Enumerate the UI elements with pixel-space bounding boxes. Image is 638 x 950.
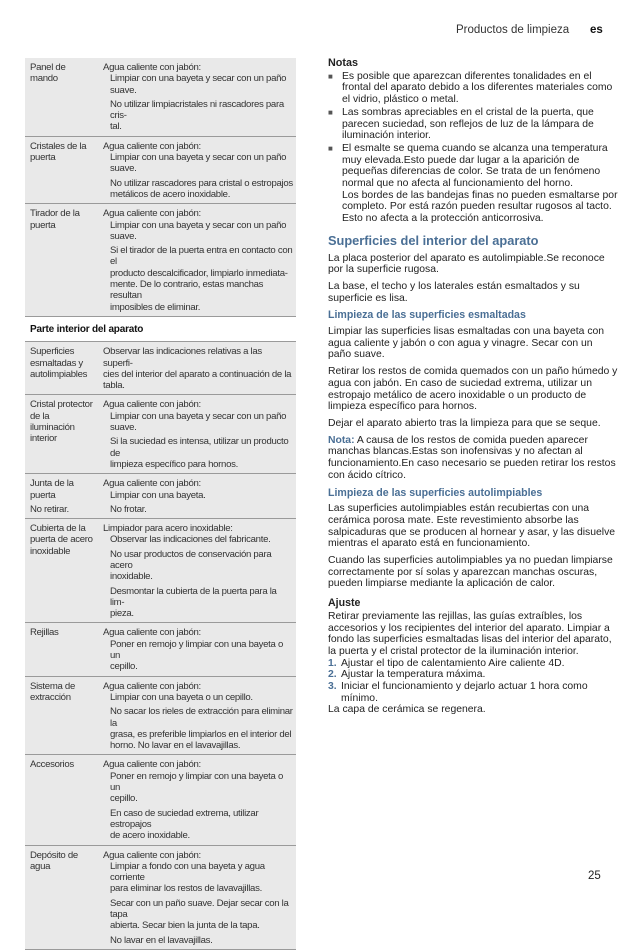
note-text: El esmalte se quema cuando se alcanza una temperatura muy elevada.Esto puede dar lugar a la aparición de pequeñas diferencias de color. Se trata de un fenómeno normal que no afecta al funcionamiento del horno. Los bordes de las bandejas finas no pueden esmaltarse por completo. Por está razón pueden resultar rugosos al tacto. Esto no afecta a la protección anticorrosiva.: [342, 142, 618, 225]
row-label-line: interior: [30, 433, 57, 445]
instruction-line: mente. De lo contrario, estas manchas resultan: [110, 279, 264, 302]
instruction-line: No frotar.: [110, 503, 147, 515]
row-label-line: Superficies: [30, 346, 75, 358]
settings-heading: Ajuste: [328, 597, 361, 610]
row-label-line: puerta: [30, 152, 56, 164]
table-row: [25, 395, 296, 474]
bullet-square-icon: ■: [328, 143, 333, 153]
instruction-line: Agua caliente con jabón:: [103, 62, 201, 73]
row-label-line: Tirador de la: [30, 208, 80, 220]
instruction-line: Agua caliente con jabón:: [103, 680, 201, 692]
notes-title: Notas: [328, 57, 358, 69]
instruction-line: Agua caliente con jabón:: [103, 759, 201, 771]
instruction-line: Observar las indicaciones del fabricante.: [110, 534, 271, 546]
row-instructions: [95, 474, 296, 518]
instruction-line: Desmontar la cubierta de la puerta para la lim-: [110, 585, 277, 608]
instruction-line: Agua caliente con jabón:: [103, 399, 201, 411]
instruction-line: suave.: [110, 163, 137, 175]
paragraph: Retirar previamente las rejillas, las guías extraíbles, los accesorios y los recipientes del interior del aparato. Limpiar a fondo las superficies esmaltadas lisas del interior del aparato, la puerta y el cristal protector de la iluminación interior.: [328, 610, 612, 657]
row-label-line: Cristales de la: [30, 140, 87, 152]
step-number: 3.: [328, 681, 337, 693]
table-row: [25, 755, 296, 845]
instruction-line: para eliminar los restos de lavavajillas.: [110, 883, 262, 895]
step-text: Iniciar el funcionamiento y dejarlo actuar 1 hora como mínimo.: [341, 681, 588, 704]
note-item: [328, 143, 618, 225]
table-row: [25, 474, 296, 519]
notes-list: [328, 71, 618, 225]
note-item: [328, 107, 618, 142]
subsection-heading: Limpieza de las superficies esmaltadas: [328, 309, 526, 322]
row-label-line: extracción: [30, 691, 71, 703]
instruction-line: Limpiar con una bayeta y secar con un paño: [110, 410, 287, 422]
header-title: Productos de limpieza: [456, 24, 570, 36]
instruction-line: Limpiador para acero inoxidable:: [103, 523, 233, 535]
row-instructions: [95, 204, 296, 316]
row-label-line: Panel de mando: [30, 62, 66, 85]
row-instructions: [95, 519, 296, 622]
row-label: [25, 623, 95, 675]
instruction-line: abierta. Secar bien la junta de la tapa.: [110, 920, 260, 932]
subsection-heading: Limpieza de las superficies autolimpiables: [328, 486, 543, 499]
table-row: [25, 623, 296, 676]
table-row: [25, 519, 296, 623]
paragraph: La placa posterior del aparato es autolimpiable.Se reconoce por la superficie rugosa.: [328, 252, 605, 276]
step-text: Ajustar la temperatura máxima.: [341, 669, 486, 681]
note-item: [328, 71, 618, 106]
row-label-line: Sistema de: [30, 680, 75, 692]
instruction-line: limpieza específico para hornos.: [110, 458, 238, 470]
row-label: [25, 474, 95, 518]
paragraph: La capa de cerámica se regenera.: [328, 704, 486, 716]
row-label: [25, 137, 95, 203]
instruction-line: No utilizar limpiacristales ni rascadores para cris-: [110, 98, 284, 122]
row-instructions: [95, 58, 296, 136]
instruction-line: cies del interior del aparato a continuación de la: [103, 368, 292, 380]
instruction-line: Poner en remojo y limpiar con una bayeta o un: [110, 770, 283, 794]
instruction-line: metálicos de acero inoxidable.: [110, 188, 231, 200]
instruction-line: Poner en remojo y limpiar con una bayeta o un: [110, 638, 283, 662]
table-row: [25, 204, 296, 317]
page-number: 25: [588, 870, 601, 882]
row-instructions: [95, 677, 296, 755]
row-instructions: [95, 846, 296, 949]
paragraph: Limpiar las superficies lisas esmaltadas con una bayeta con agua caliente y jabón o con agua y vinagre. Secar con un paño suave.: [328, 326, 605, 361]
instruction-line: cepillo.: [110, 661, 138, 673]
paragraph: Retirar los restos de comida quemados con un paño húmedo y agua con jabón. En caso de suciedad extrema, utilizar un estropajo metálico de acero inoxidable o un producto de limpieza específico para hornos.: [328, 366, 618, 413]
note-paragraph: [328, 435, 618, 482]
row-label-line: puerta de acero: [30, 534, 93, 546]
row-label: [25, 755, 95, 844]
row-label-line: puerta: [30, 219, 56, 231]
note-label: Nota:: [328, 434, 355, 446]
instruction-line: pieza.: [110, 608, 134, 620]
instruction-line: cepillo.: [110, 793, 138, 805]
instruction-line: suave.: [110, 84, 137, 96]
step-number: 2.: [328, 669, 337, 681]
instruction-line: de acero inoxidable.: [110, 830, 190, 842]
row-label-line: esmaltadas y: [30, 357, 83, 369]
row-label-line: autolimpiables: [30, 368, 88, 380]
table-row: [25, 137, 296, 204]
note-text: A causa de los restos de comida pueden aparecer manchas blancas.Estas son inofensivas y no afectan al funcionamiento.En caso necesario se pueden retirar los restos con ácido cítrico.: [328, 434, 616, 481]
row-label: [25, 204, 95, 316]
step-text: Ajustar el tipo de calentamiento Aire caliente 4D.: [341, 657, 565, 669]
instruction-line: Limpiar con una bayeta y secar con un paño: [110, 219, 287, 231]
steps-list: [328, 658, 618, 705]
instruction-line: suave.: [110, 230, 137, 242]
right-column: [328, 58, 618, 721]
cleaning-table: [25, 58, 296, 950]
header-language: es: [590, 24, 603, 36]
paragraph: La base, el techo y los laterales están esmaltados y su superficie es lisa.: [328, 280, 580, 304]
instruction-line: Agua caliente con jabón:: [103, 478, 201, 490]
instruction-line: En caso de suciedad extrema, utilizar estropajos: [110, 807, 259, 830]
row-label-line: Rejillas: [30, 627, 59, 639]
step-item: [328, 658, 618, 670]
bullet-square-icon: ■: [328, 71, 333, 81]
instruction-line: suave.: [110, 422, 137, 434]
paragraph: Las superficies autolimpiables están recubiertas con una cerámica porosa mate. Este revestimiento absorbe las salpicaduras que se producen al hornear y asar, y las disuelve mientras el aparato está en funcionamiento.: [328, 503, 616, 550]
table-row: [25, 58, 296, 137]
table-row: [25, 342, 296, 395]
instruction-line: Limpiar a fondo con una bayeta y agua corriente: [110, 860, 265, 884]
row-label-line: Accesorios: [30, 759, 74, 771]
row-label-line: Junta de la puerta: [30, 478, 74, 501]
instruction-line: Agua caliente con jabón:: [103, 140, 201, 152]
row-label-line: Cubierta de la: [30, 523, 86, 535]
instruction-line: producto descalcificador, limpiarlo inmediata-: [110, 267, 288, 279]
instruction-line: No sacar los rieles de extracción para eliminar la: [110, 706, 293, 729]
instruction-line: horno. No lavar en el lavavajillas.: [110, 740, 241, 752]
instruction-line: No utilizar rascadores para cristal o estropajos: [110, 177, 293, 189]
row-label-line: de la iluminación: [30, 410, 75, 434]
table-section-title: Parte interior del aparato: [25, 317, 296, 342]
instruction-line: grasa, es preferible limpiarlos en el interior del: [110, 728, 292, 740]
instruction-line: Limpiar con una bayeta y secar con un paño: [110, 152, 287, 164]
instruction-line: Agua caliente con jabón:: [103, 627, 201, 639]
step-item: [328, 669, 618, 681]
instruction-line: Si la suciedad es intensa, utilizar un producto de: [110, 436, 289, 459]
instruction-line: inoxidable.: [110, 571, 153, 583]
section-heading: Superficies del interior del aparato: [328, 232, 539, 248]
bullet-square-icon: ■: [328, 107, 333, 117]
instruction-line: Si el tirador de la puerta entra en contacto con el: [110, 245, 293, 268]
paragraph: Dejar el aparato abierto tras la limpieza para que se seque.: [328, 417, 601, 429]
instruction-line: Agua caliente con jabón:: [103, 849, 201, 861]
instruction-line: tabla.: [103, 380, 125, 392]
row-label: [25, 677, 95, 755]
instruction-line: imposibles de eliminar.: [110, 301, 201, 313]
row-label: [25, 846, 95, 949]
row-label-line: Depósito de agua: [30, 849, 78, 872]
row-instructions: [95, 137, 296, 203]
instruction-line: Observar las indicaciones relativas a las superfi-: [103, 346, 262, 369]
instruction-line: No lavar en el lavavajillas.: [110, 934, 213, 946]
row-instructions: [95, 623, 296, 675]
row-instructions: [95, 342, 296, 394]
instruction-line: tal.: [110, 121, 122, 133]
row-label: [25, 58, 95, 136]
instruction-line: No usar productos de conservación para acero: [110, 548, 272, 571]
row-label-line: Cristal protector: [30, 399, 93, 411]
paragraph: Cuando las superficies autolimpiables ya no puedan limpiarse correctamente por sí solas y aparezcan manchas oscuras, pueden limpiarse mediante la aplicación de calor.: [328, 555, 613, 590]
instruction-line: Agua caliente con jabón:: [103, 208, 201, 220]
note-text: Es posible que aparezcan diferentes tonalidades en el frontal del aparato debido a los diferentes materiales como el vidrio, plástico o metal.: [342, 70, 613, 106]
row-instructions: [95, 395, 296, 473]
instruction-line: Limpiar con una bayeta y secar con un paño: [110, 73, 287, 85]
row-label: [25, 395, 95, 473]
table-row: [25, 677, 296, 756]
row-label-line: inoxidable: [30, 545, 71, 557]
step-item: [328, 681, 618, 704]
step-number: 1.: [328, 657, 337, 669]
row-label: [25, 519, 95, 622]
row-instructions: [95, 755, 296, 844]
instruction-line: Secar con un paño suave. Dejar secar con la tapa: [110, 897, 289, 920]
row-label-line: No retirar.: [30, 503, 69, 515]
instruction-line: Limpiar con una bayeta.: [110, 489, 206, 501]
note-text: Las sombras apreciables en el cristal de la puerta, que parecen suciedad, son reflejos de luz de la lámpara de iluminación interior.: [342, 106, 594, 142]
row-label: [25, 342, 95, 394]
table-row: [25, 846, 296, 950]
instruction-line: Limpiar con una bayeta o un cepillo.: [110, 691, 253, 703]
